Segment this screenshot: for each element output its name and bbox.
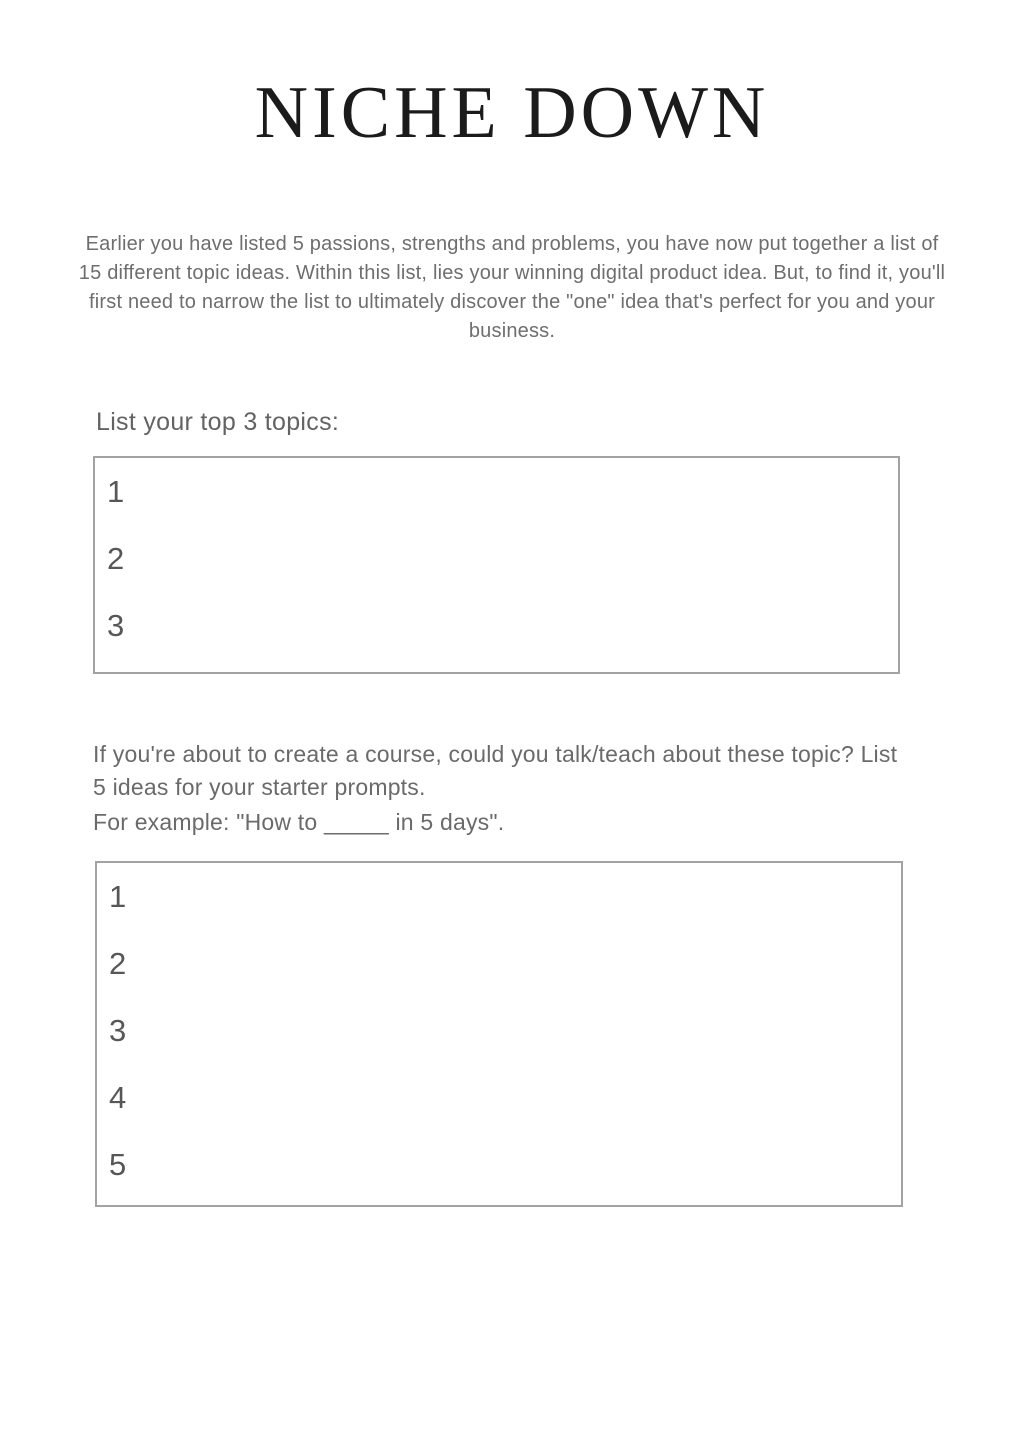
prompts-example: For example: "How to _____ in 5 days". (93, 809, 505, 835)
answer-number: 2 (109, 945, 127, 981)
answer-row[interactable] (97, 1064, 901, 1131)
answer-write-area[interactable] (127, 863, 901, 930)
intro-paragraph: Earlier you have listed 5 passions, strengths and problems, you have now put together a list of 15 different topic ideas. Within this list, lies your winning digital product idea. But, to find it, you'll first need to narrow the list to ultimately discover the "one" idea that's perfect for you and your business. (78, 233, 946, 342)
prompts-answer-box (95, 861, 903, 1207)
answer-row[interactable] (97, 1131, 901, 1198)
answer-number: 3 (107, 607, 125, 643)
prompts-section-label (93, 738, 905, 839)
answer-number: 2 (107, 540, 125, 576)
answer-row[interactable] (95, 592, 898, 659)
answer-number: 1 (107, 473, 125, 509)
answer-row[interactable] (97, 930, 901, 997)
answer-write-area[interactable] (125, 525, 898, 592)
answer-number: 4 (109, 1079, 127, 1115)
answer-row[interactable] (95, 525, 898, 592)
page-title: NICHE DOWN (254, 72, 770, 154)
answer-write-area[interactable] (125, 592, 898, 659)
answer-row[interactable] (97, 863, 901, 930)
answer-write-area[interactable] (127, 930, 901, 997)
answer-write-area[interactable] (127, 1131, 901, 1198)
topics-answer-box (93, 456, 900, 674)
topics-section-label: List your top 3 topics: (96, 408, 340, 436)
answer-row[interactable] (95, 458, 898, 525)
answer-number: 1 (109, 878, 127, 914)
prompts-question: If you're about to create a course, could you talk/teach about these topic? List 5 ideas for your starter prompts. (93, 741, 898, 800)
answer-write-area[interactable] (127, 997, 901, 1064)
answer-write-area[interactable] (125, 458, 898, 525)
answer-number: 5 (109, 1146, 127, 1182)
answer-number: 3 (109, 1012, 127, 1048)
answer-row[interactable] (97, 997, 901, 1064)
answer-write-area[interactable] (127, 1064, 901, 1131)
